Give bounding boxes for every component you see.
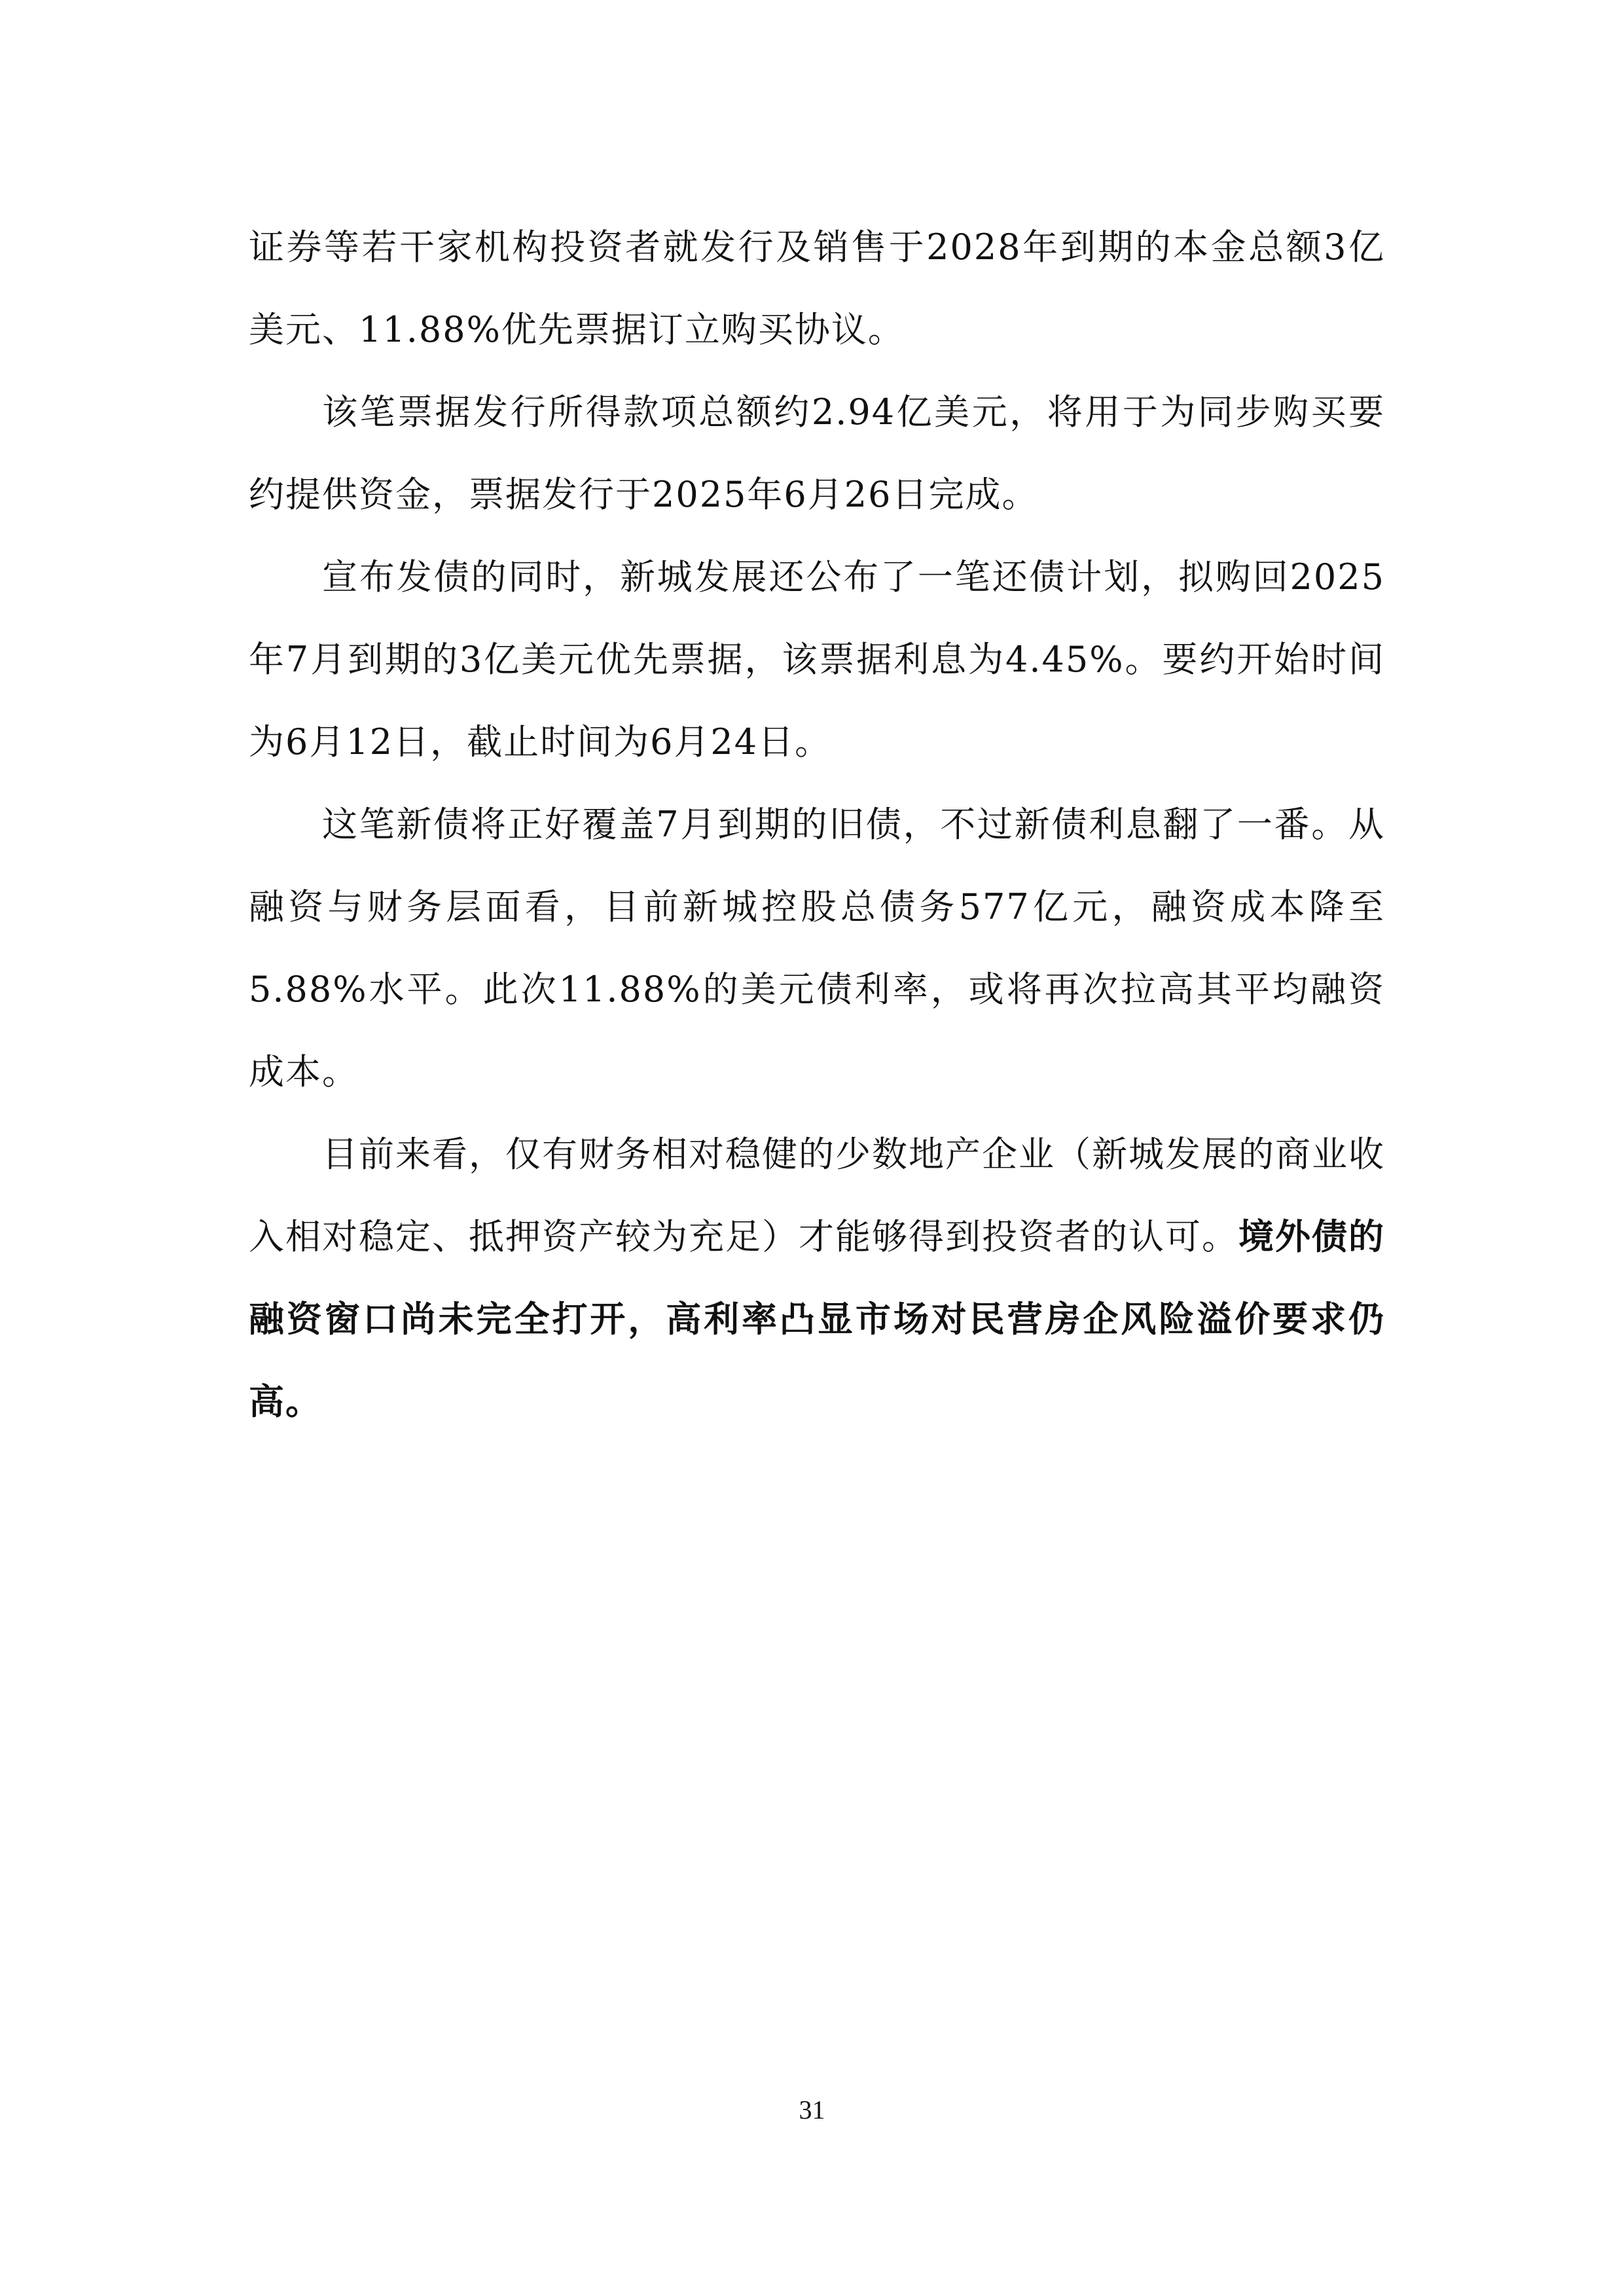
paragraph-5-text: 目前来看，仅有财务相对稳健的少数地产企业（新城发展的商业收入相对稳定、抵押资产较为充足）才能够得到投资者的认可。 — [249, 1134, 1385, 1257]
paragraph-5-bold-conclusion: 境外债的融资窗口尚未完全打开，高利率凸显市场对民营房企风险溢价要求仍高。 — [249, 1216, 1385, 1422]
body-text — [249, 206, 1385, 1443]
page-number: 31 — [799, 2095, 825, 2125]
paragraph-3: 宣布发债的同时，新城发展还公布了一笔还债计划，拟购回2025年7月到期的3亿美元优先票据，该票据利息为4.45%。要约开始时间为6月12日，截止时间为6月24日。 — [249, 556, 1385, 762]
paragraph-2: 该笔票据发行所得款项总额约2.94亿美元，将用于为同步购买要约提供资金，票据发行于2025年6月26日完成。 — [249, 391, 1385, 515]
paragraph-5 — [249, 1113, 1385, 1443]
paragraph-1-continued: 证券等若干家机构投资者就发行及销售于2028年到期的本金总额3亿美元、11.88%优先票据订立购买协议。 — [249, 226, 1385, 350]
paragraph-4: 这笔新债将正好覆盖7月到期的旧债，不过新债利息翻了一番。从融资与财务层面看，目前新城控股总债务577亿元，融资成本降至5.88%水平。此次11.88%的美元债利率，或将再次拉高其平均融资成本。 — [249, 804, 1385, 1092]
